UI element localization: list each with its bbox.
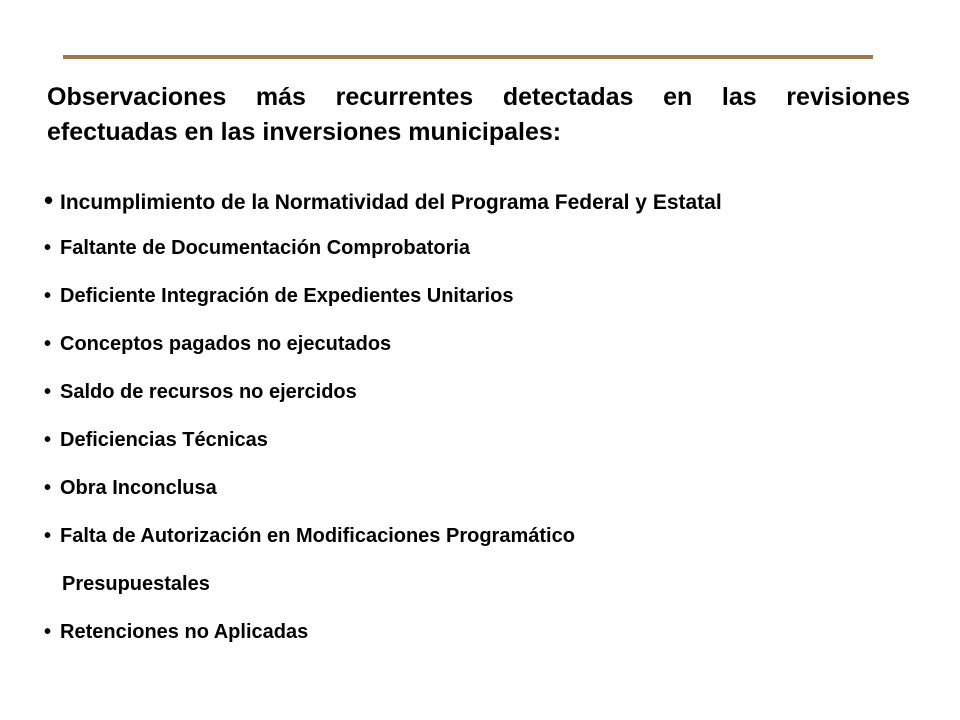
bullet-icon: • [44,381,52,403]
list-item [44,512,924,560]
slide-heading: Observaciones más recurrentes detectadas en las revisiones efectuadas en las inversiones municipales: [47,83,910,146]
list-item [44,320,924,368]
list-item-text: Deficiencias Técnicas [60,429,268,451]
bullet-icon: • [44,237,52,259]
list-item-text: Saldo de recursos no ejercidos [60,381,357,403]
list-item [44,608,924,656]
list-item [44,176,924,224]
list-item [44,416,924,464]
list-item-text: Falta de Autorización en Modificaciones Programático [60,525,575,547]
bullet-icon: • [44,285,52,307]
bullet-icon: • [44,333,52,355]
bullet-icon: • [44,525,52,547]
top-divider-rule [63,55,873,59]
list-item-continuation [44,560,924,608]
bullet-icon: • [44,477,52,499]
list-item-text: Retenciones no Aplicadas [60,621,309,643]
list-item-text: Deficiente Integración de Expedientes Unitarios [60,285,514,307]
list-item [44,272,924,320]
list-item-text: Conceptos pagados no ejecutados [60,333,392,355]
list-item [44,368,924,416]
bullet-icon: • [44,185,54,215]
bullet-icon: • [44,429,52,451]
list-item-text: Faltante de Documentación Comprobatoria [60,237,471,259]
observations-list [44,176,924,656]
bullet-icon: • [44,621,52,643]
list-item [44,464,924,512]
list-item [44,224,924,272]
list-item-text: Presupuestales [62,573,210,595]
list-item-text: Obra Inconclusa [60,477,217,499]
list-item-text: Incumplimiento de la Normatividad del Programa Federal y Estatal [60,191,722,214]
